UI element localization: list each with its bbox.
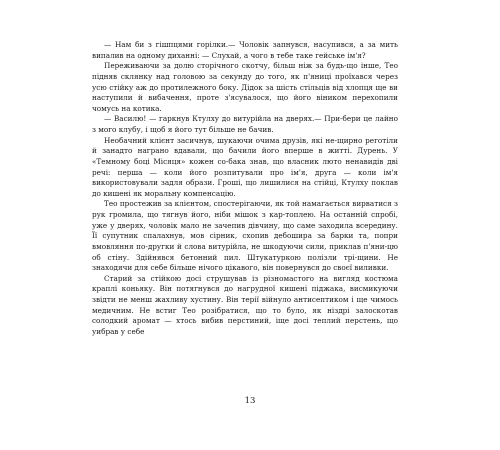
paragraph: Тео простежив за клієнтом, спостерігаючи, як той намагається вирватися з рук громила, що тягнув його, ніби мішок з кар-топлею. На останній спробі, уже у дверях, чоловік мало не зачепив дівчину, що саме заходила всередину. Її супутник спалахнув, мов сірник, схопив дебошира за барки та, попри вмовляння по-другки й слова витурійла, не шкодуючи сили, приклав п'яни-цю об стіну. Здійнявся бетонний пил. Штукатуркою полізли трі-щини. Не знаходячи для себе більше нічого цікавого, він повернувся до своєї виливки. [92,199,398,273]
paragraph: — Нам би з гішпцями горілки.— Чоловік запнувся, насупився, а за мить випалив на одному диханні: — Слухай, а чого в тебе таке гейське ім'я? [92,40,398,60]
paragraph: Необачний клієнт засичнув, шукаючи очима друзів, які не-щирно реготіли й занадто награно вдавали, що бачили його вперше в житті. Дурень. У «Темному боці Місяця» кожен со-бака знав, що власник люто ненавидів дві речі: перша — коли його розпитували про ім'я, друга — коли ім'я використовували задля образи. Гроші, що лишилися на стійці, Ктулху поклав до кишені як моральну компенсацію. [92,135,398,198]
paragraph: Старий за стійкою досі струшував із різномастого на вигляд костюма краплі коньяку. Він потягнувся до нагрудної кишені піджака, висмикуючи звідти не менш жахливу хустину. Він терії війнуло антисептиком і ще чимось медичним. Не встиг Тео розібратися, що то було, як ніздрі залоскотав солодкий аромат — хтось вибив перстиний, іще досі теплий перстень, що уибрав у себе [92,273,398,336]
paragraph: Переживаючи за долю сторічного скотчу, більш ніж за будь-що інше, Тео підняв склянку над головою за секунду до того, як п'яниці проїхався через усю стійку аж до протилежного боку. Дідок за шість стільців від хлопця ще ви наступили й вибачення, проте з'ясувалося, що його віником перехопили чомусь на котика. [92,61,398,113]
page-number: 13 [244,396,256,406]
paragraph: — Василю! — гаркнув Ктулху до витурійла на дверях.— При-бери це лайно з мого клубу, і щоб я його тут більше не бачив. [92,114,398,134]
body-text [92,40,398,338]
